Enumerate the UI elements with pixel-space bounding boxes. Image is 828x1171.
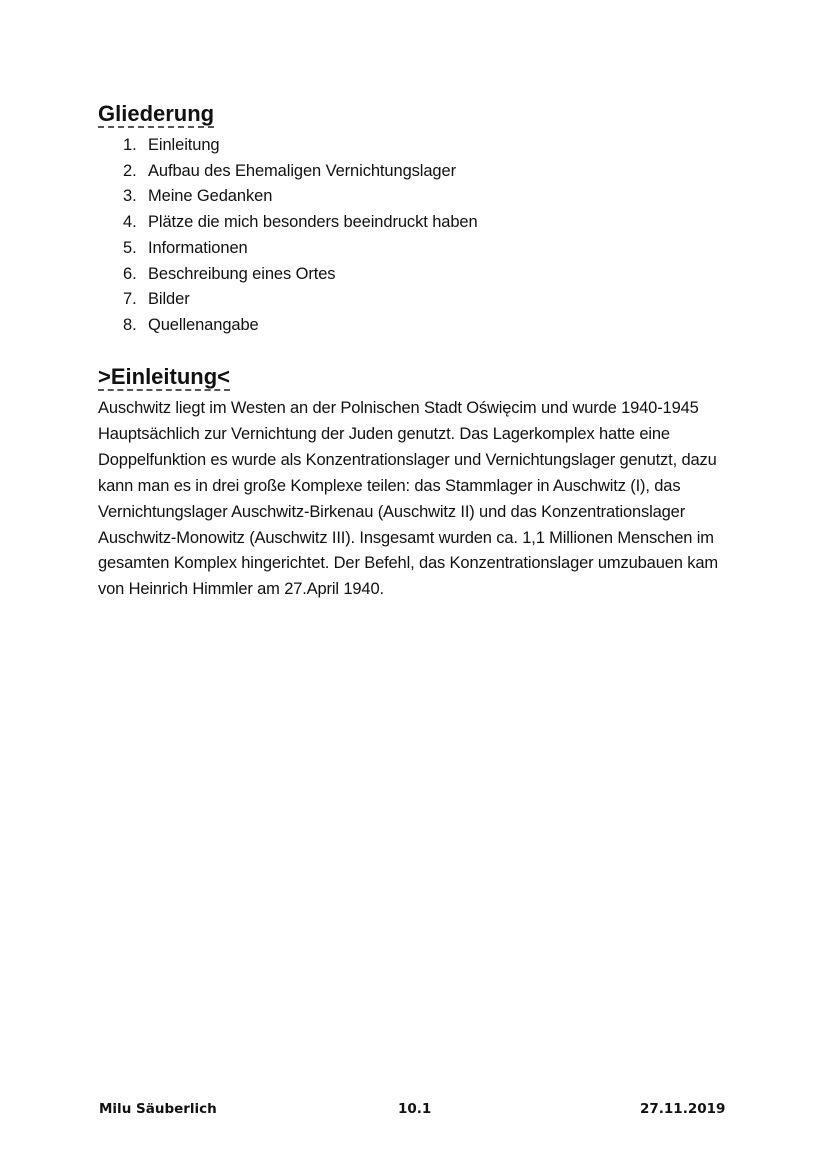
footer-date: 27.11.2019 [640,1101,726,1117]
paragraph-line: gesamten Komplex hingerichtet. Der Befehl, das Konzentrationslager umzubauen kam [98,554,718,573]
outline-item-label: Aufbau des Ehemaligen Vernichtungslager [148,161,456,180]
outline-item-label: Meine Gedanken [148,187,273,206]
outline-item: 6. Beschreibung eines Ortes [123,262,478,288]
outline-item-label: Einleitung [148,136,220,154]
outline-item-label: Plätze die mich besonders beeindruckt haben [148,213,478,232]
outline-item: 1. Einleitung [123,133,478,159]
outline-item-label: Quellenangabe [148,315,259,334]
outline-item-label: Bilder [148,290,190,309]
footer-class: 10.1 [398,1101,432,1117]
outline-item: 7. Bilder [123,287,478,313]
paragraph-line: von Heinrich Himmler am 27.April 1940. [98,580,384,599]
footer-author: Milu Säuberlich [99,1101,217,1117]
outline-item-label: Beschreibung eines Ortes [148,264,336,283]
paragraph-line: Vernichtungslager Auschwitz-Birkenau (Auschwitz II) und das Konzentrationslager [98,502,686,521]
introduction-paragraph [98,396,718,603]
paragraph-line: Hauptsächlich zur Vernichtung der Juden genutzt. Das Lagerkomplex hatte eine [98,424,670,443]
paragraph-line: Auschwitz liegt im Westen an der Polnischen Stadt Oświęcim und wurde 1940-1945 [98,399,699,417]
outline-item: 4. Plätze die mich besonders beeindruckt haben [123,210,478,236]
outline-item: 5. Informationen [123,236,478,262]
outline-item: 8. Quellenangabe [123,313,478,339]
introduction-heading: >Einleitung< [98,364,231,389]
outline-list [123,133,478,339]
outline-heading: Gliederung [98,101,215,126]
paragraph-line: Auschwitz-Monowitz (Auschwitz III). Insgesamt wurden ca. 1,1 Millionen Menschen im [98,528,714,547]
outline-item: 2. Aufbau des Ehemaligen Vernichtungslager [123,159,478,185]
paragraph-line: Doppelfunktion es wurde als Konzentrationslager und Vernichtungslager genutzt, dazu [98,450,717,469]
outline-item-label: Informationen [148,238,248,257]
outline-item: 3. Meine Gedanken [123,184,478,210]
paragraph-line: kann man es in drei große Komplexe teilen: das Stammlager in Auschwitz (I), das [98,476,681,495]
